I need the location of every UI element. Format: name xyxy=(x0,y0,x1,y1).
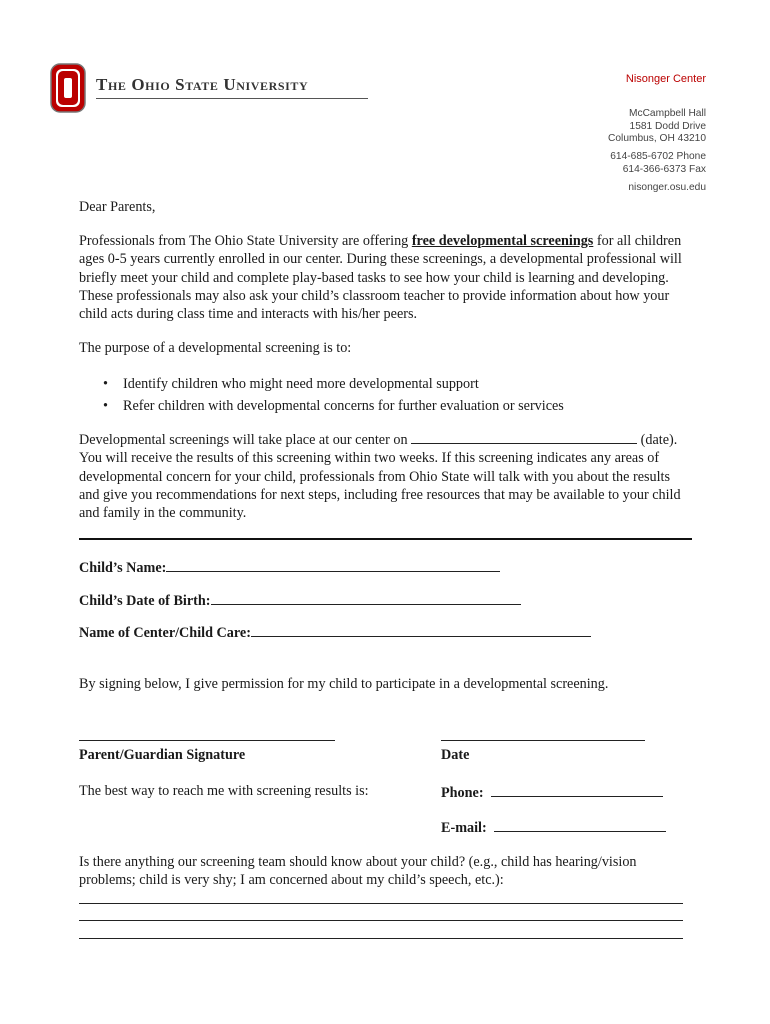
phone-field[interactable] xyxy=(491,782,663,797)
greeting: Dear Parents, xyxy=(79,199,156,215)
center-name: Nisonger Center xyxy=(625,73,706,85)
website: nisonger.osu.edu xyxy=(628,182,706,193)
phone-row xyxy=(441,782,663,802)
notes-question: Is there anything our screening team should know about your child? (e.g., child has hearing/vision problems; child is very shy; I am concerned about my child’s speech, etc.): xyxy=(79,854,637,889)
intro-text-rest: for all children ages 0-5 years currently enrolled in our center. During these screenings, a developmental professional will briefly meet your child and complete play-based tasks to see how your child is learning and developing. These professionals may also ask your child’s classroom teacher to provide information about how your child acts during class time and interacts with his/her peers. xyxy=(79,233,682,323)
notes-line[interactable] xyxy=(79,903,683,904)
list-item: • Refer children with developmental concerns for further evaluation or services xyxy=(79,395,694,417)
address-block xyxy=(608,108,706,146)
intro-emphasis: free developmental screenings xyxy=(411,233,594,249)
university-name: The Ohio State University xyxy=(96,75,309,94)
child-dob-label: Child’s Date of Birth: xyxy=(79,593,211,609)
screening-date-field[interactable] xyxy=(411,429,637,444)
header-rule xyxy=(96,98,368,99)
date-label: Date xyxy=(441,747,470,763)
purpose-lead: The purpose of a developmental screening is to: xyxy=(79,340,352,356)
fax-number: 614-366-6373 Fax xyxy=(622,163,706,175)
center-row xyxy=(79,622,591,642)
phone-label: Phone: xyxy=(441,785,484,801)
date-field[interactable] xyxy=(441,740,645,741)
center-field[interactable] xyxy=(251,622,591,637)
list-item: • Identify children who might need more developmental support xyxy=(79,373,694,395)
child-name-field[interactable] xyxy=(166,557,500,572)
address-line: McCampbell Hall xyxy=(629,108,706,119)
signature-label: Parent/Guardian Signature xyxy=(79,747,246,763)
address-line: Columbus, OH 43210 xyxy=(608,133,706,145)
contact-block xyxy=(610,151,706,176)
signature-field[interactable] xyxy=(79,740,335,741)
child-dob-field[interactable] xyxy=(211,590,521,605)
email-field[interactable] xyxy=(494,817,666,832)
address-line: 1581 Dodd Drive xyxy=(629,120,706,132)
child-name-row xyxy=(79,557,500,577)
email-row xyxy=(441,817,666,837)
notes-line[interactable] xyxy=(79,920,683,921)
block-o-logo xyxy=(50,63,86,113)
purpose-list xyxy=(79,373,694,417)
phone-number: 614-685-6702 Phone xyxy=(610,151,706,162)
child-dob-row xyxy=(79,590,521,610)
notes-line[interactable] xyxy=(79,938,683,939)
schedule-paragraph xyxy=(79,429,694,522)
contact-lead: The best way to reach me with screening results is: xyxy=(79,783,369,799)
consent-statement: By signing below, I give permission for my child to participate in a developmental screening. xyxy=(79,676,609,692)
schedule-text-rest: (date). You will receive the results of this screening within two weeks. If this screening indicates any areas of developmental concern for your child, professionals from Ohio State will talk with you about the results and give you recommendations for next steps, including free resources that may be available to your child and family in the community. xyxy=(79,432,681,522)
email-label: E-mail: xyxy=(441,820,487,836)
intro-paragraph xyxy=(79,232,694,323)
intro-text: Professionals from The Ohio State University are offering xyxy=(79,233,412,249)
center-label: Name of Center/Child Care: xyxy=(79,625,251,641)
child-name-label: Child’s Name: xyxy=(79,560,167,576)
schedule-text: Developmental screenings will take place at our center on xyxy=(79,432,408,448)
section-divider xyxy=(79,538,692,540)
